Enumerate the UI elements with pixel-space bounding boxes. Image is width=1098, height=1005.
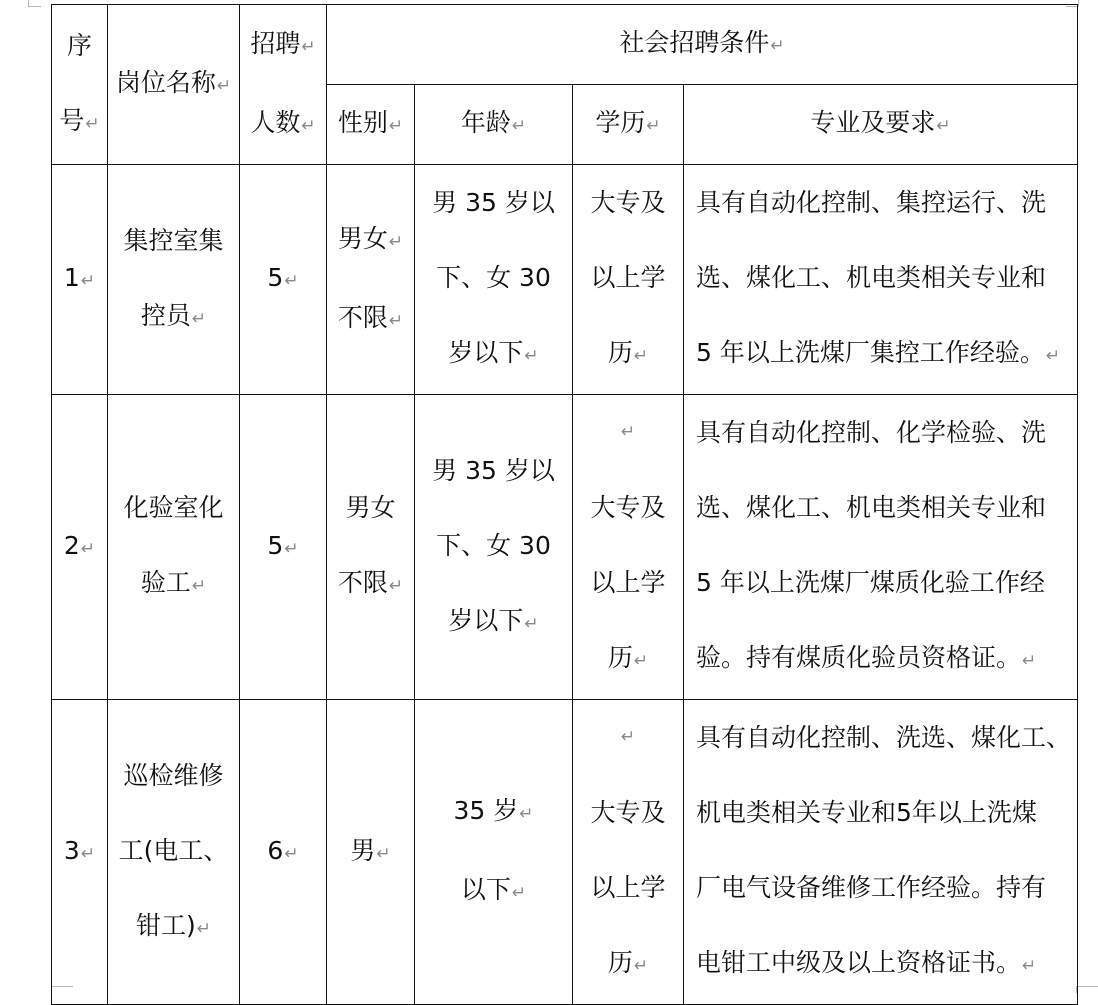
row-1-seq [52, 165, 108, 395]
row-2-age [415, 395, 573, 700]
return-mark-icon: ↵ [936, 116, 951, 136]
cell-text: 控员 [140, 300, 191, 330]
header-conditions [327, 5, 1078, 85]
row-2-position [108, 395, 240, 700]
cell-text: 选、煤化工、机电类相关专业和 [696, 493, 1047, 522]
cell-text: 选、煤化工、机电类相关专业和 [696, 263, 1047, 292]
cell-text [108, 278, 239, 357]
row-3-age [415, 700, 573, 1005]
row-1-position [108, 165, 240, 395]
cell-text: 具有自动化控制、集控运行、洗 [696, 188, 1047, 217]
cell-text: 以上学 [590, 873, 666, 902]
row-2-education [573, 395, 684, 700]
row-3-count [240, 700, 327, 1005]
return-mark-icon: ↵ [388, 231, 404, 252]
header-gender [327, 85, 415, 165]
cell-text: 大专及 [590, 188, 666, 217]
return-mark-icon: ↵ [284, 271, 299, 291]
cell-text: 下、女 30 [436, 530, 551, 560]
row-2-gender [327, 395, 415, 700]
cell-text: 5 年以上洗煤厂集控工作经验。 [696, 338, 1045, 367]
row-3-gender [327, 700, 415, 1005]
row-1-count [240, 165, 327, 395]
return-mark-icon: ↵ [284, 843, 299, 864]
recruitment-table [51, 4, 1078, 1005]
cell-text: 钳工) [135, 910, 196, 940]
row-3-seq [52, 700, 108, 1005]
header-conditions-label: 社会招聘条件 [619, 28, 770, 57]
cell-text [415, 852, 572, 931]
header-seq-line-2 [52, 83, 107, 162]
cell-text: 不限 [337, 302, 388, 332]
return-mark-icon: ↵ [376, 843, 391, 864]
header-age-label: 年龄 [460, 108, 511, 137]
cell-text [327, 280, 414, 359]
header-major [684, 85, 1078, 165]
page-corner-mark-bottom-right [1076, 986, 1098, 993]
row-2-count [240, 395, 327, 700]
page-corner-mark-top-left [28, 0, 41, 7]
return-mark-icon: ↵ [524, 346, 539, 366]
row-3-major [684, 700, 1078, 1005]
cell-text: 电钳工中级及以上资格证书。 [696, 948, 1022, 977]
cell-text [415, 773, 572, 852]
cell-text [415, 583, 572, 662]
cell-text [696, 620, 1077, 699]
cell-text: 35 岁 [453, 796, 519, 825]
header-education [573, 85, 684, 165]
header-major-label: 专业及要求 [810, 108, 936, 137]
return-mark-icon: ↵ [511, 883, 527, 903]
return-mark-icon: ↵ [191, 308, 207, 329]
row-1-major [684, 165, 1078, 395]
cell-text [327, 545, 414, 624]
cell-text: 男 35 岁以 [432, 455, 555, 485]
return-mark-icon: ↵ [519, 804, 534, 824]
cell-text: 人数 [250, 107, 301, 137]
cell-text [696, 315, 1077, 394]
return-mark-icon: ↵ [196, 918, 211, 939]
return-mark-icon: ↵ [511, 116, 527, 136]
return-mark-icon: ↵ [80, 271, 96, 291]
return-mark-icon: ↵ [633, 956, 649, 976]
cell-text: 验工 [140, 568, 191, 597]
return-mark-icon: ↵ [633, 346, 649, 366]
row-1-gender [327, 165, 415, 395]
cell-text: 大专及 [590, 493, 666, 522]
cell-text: 1 [63, 263, 80, 292]
header-age [415, 85, 573, 165]
cell-text: 岁以下 [448, 338, 524, 367]
return-mark-icon: ↵ [646, 116, 661, 136]
return-mark-icon: ↵ [1022, 956, 1037, 976]
return-mark-icon: ↵ [1045, 346, 1061, 366]
return-mark-icon: ↵ [620, 422, 636, 442]
cell-text: 机电类相关专业和5年以上洗煤 [696, 798, 1037, 827]
cell-text [108, 888, 239, 967]
cell-text: 以上学 [590, 568, 666, 597]
cell-text [108, 545, 239, 624]
row-2-major [684, 395, 1078, 700]
return-mark-icon: ↵ [633, 651, 649, 671]
return-mark-icon: ↵ [388, 310, 404, 331]
row-1-age [415, 165, 573, 395]
row-3-position [108, 700, 240, 1005]
header-position-label: 岗位名称 [115, 68, 216, 97]
header-seq [52, 5, 108, 165]
return-mark-icon: ↵ [216, 76, 232, 96]
cell-text: 5 年以上洗煤厂煤质化验工作经 [696, 568, 1045, 597]
cell-text: 具有自动化控制、洗选、煤化工、 [696, 723, 1072, 752]
return-mark-icon: ↵ [191, 576, 207, 596]
cell-text: 巡检维修 [123, 760, 224, 790]
return-mark-icon: ↵ [85, 113, 100, 134]
cell-text: 5 [267, 530, 284, 560]
cell-text: 5 [267, 263, 284, 292]
return-mark-icon: ↵ [284, 538, 299, 559]
cell-text: 男 35 岁以 [432, 188, 555, 217]
table-row [52, 700, 1078, 1005]
table-row [52, 165, 1078, 395]
return-mark-icon: ↵ [301, 115, 316, 136]
cell-text: 下、女 30 [436, 263, 551, 292]
cell-text: 男女 [345, 493, 396, 522]
cell-text [573, 925, 683, 1004]
cell-text: 男女 [337, 223, 388, 253]
cell-text: 2 [63, 530, 80, 560]
header-position [108, 5, 240, 165]
cell-text [573, 315, 683, 394]
cell-text: 序 [66, 30, 92, 60]
cell-text: 工(电工、 [118, 835, 229, 865]
cell-text: 具有自动化控制、化学检验、洗 [696, 418, 1047, 447]
header-count [240, 5, 327, 165]
cell-text: 大专及 [590, 798, 666, 827]
cell-text [52, 5, 1078, 85]
cell-text: 号 [59, 105, 85, 135]
header-seq-line-1 [52, 8, 107, 83]
row-3-education [573, 700, 684, 1005]
cell-text: 厂电气设备维修工作经验。持有 [696, 873, 1047, 902]
cell-text: 不限 [337, 568, 388, 597]
row-1-education [573, 165, 684, 395]
cell-text: 招聘 [250, 28, 301, 58]
return-mark-icon: ↵ [770, 36, 785, 56]
return-mark-icon: ↵ [388, 576, 404, 596]
cell-text: 以下 [460, 875, 511, 904]
return-mark-icon: ↵ [1022, 651, 1037, 671]
header-education-label: 学历 [595, 108, 646, 137]
return-mark-icon: ↵ [80, 843, 96, 864]
cell-text: 以上学 [590, 263, 666, 292]
return-mark-icon: ↵ [80, 538, 96, 559]
header-count-line-1 [240, 6, 326, 85]
cell-text: 岁以下 [448, 605, 524, 635]
return-mark-icon: ↵ [388, 116, 404, 136]
row-2-seq [52, 395, 108, 700]
cell-text: 验。持有煤质化验员资格证。 [696, 643, 1022, 672]
cell-text [415, 315, 572, 394]
cell-text: 集控室集 [123, 225, 224, 255]
cell-text: 历 [607, 643, 633, 672]
cell-text [327, 201, 414, 280]
cell-text: 6 [267, 835, 284, 865]
cell-text: 历 [607, 948, 633, 977]
return-mark-icon: ↵ [524, 613, 539, 634]
cell-text: 3 [63, 835, 80, 865]
cell-text [696, 925, 1077, 1004]
header-gender-label: 性别 [337, 108, 388, 137]
return-mark-icon: ↵ [301, 36, 316, 57]
cell-text: 男 [350, 835, 376, 865]
cell-text: 化验室化 [123, 493, 224, 522]
return-mark-icon: ↵ [620, 727, 636, 747]
table-row [52, 395, 1078, 700]
header-count-line-2 [240, 85, 326, 164]
cell-text: 历 [607, 338, 633, 367]
cell-text [573, 620, 683, 699]
